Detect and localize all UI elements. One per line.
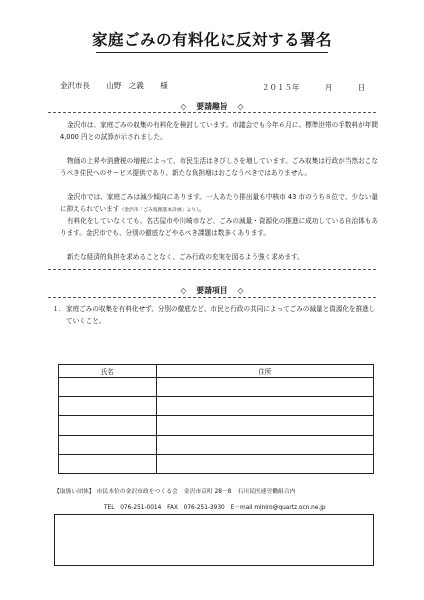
address-cell[interactable] [156, 416, 373, 435]
contact-line [104, 502, 330, 511]
signature-row [59, 454, 374, 473]
date-year: ２０１５年 [262, 83, 300, 92]
name-cell[interactable] [59, 416, 157, 435]
purpose-heading-text: 要請趣旨 [196, 102, 228, 111]
handler-label: 【取扱い団体】 [54, 489, 95, 495]
handler-office: 石川民医連労働組合内 [237, 489, 296, 495]
handling-organization [54, 486, 301, 495]
addressee-name: 山野 之義 [106, 81, 144, 90]
diamond-icon: ◇ [180, 286, 187, 295]
diamond-icon: ◇ [180, 102, 187, 111]
signature-table [58, 364, 374, 474]
signature-row [59, 378, 374, 397]
addressee-office: 金沢市長 [60, 81, 90, 90]
purpose-paragraph-4: 有料化をしていなくても、名古屋市や川崎市など、ごみの減量・資源化の推進に成功している自治体もあります。金沢市でも、分別の徹底などやるべき課題は数多くあります。 [60, 217, 378, 237]
purpose-paragraph-3-text: 金沢市では、家庭ごみは減少傾向にあります。一人あたり排出量も中核市 43 市のうち８位で、少ない量に抑えられています [60, 193, 378, 213]
purpose-paragraph-3 [60, 191, 378, 217]
purpose-paragraph-5: 新たな経済的負担を求めることなく、ごみ行政の充実を図るよう強く求めます。 [67, 253, 304, 261]
remarks-box[interactable] [54, 514, 374, 566]
date-day: 日 [357, 83, 366, 92]
diamond-icon: ◇ [237, 286, 244, 295]
column-header-name: 氏名 [59, 365, 157, 378]
name-cell[interactable] [59, 435, 157, 454]
column-header-address: 住所 [156, 365, 373, 378]
items-heading [0, 285, 424, 296]
signature-row [59, 435, 374, 454]
contact-tel: TEL 076-251-0014 [104, 505, 162, 511]
document-title: 家庭ごみの有料化に反対する署名 [91, 31, 332, 49]
handler-address: 金沢市京町 28－8 [183, 489, 232, 495]
name-cell[interactable] [59, 378, 157, 397]
name-cell[interactable] [59, 397, 157, 416]
addressee [60, 80, 182, 91]
address-cell[interactable] [156, 397, 373, 416]
purpose-paragraph-1: 金沢市は、家庭ごみの収集の有料化を検討しています。市議会でも今年６月に、標準世帯の手数料が年間 4,000 円との試算が示されました。 [60, 121, 378, 141]
address-cell[interactable] [156, 435, 373, 454]
title-underline [96, 52, 328, 53]
request-item-number: １. [52, 305, 61, 313]
purpose-paragraph-3-end: 。 [198, 205, 206, 213]
handler-org: 市民本位の金沢市政をつくる会 [96, 489, 178, 495]
diamond-icon: ◇ [237, 102, 244, 111]
address-cell[interactable] [156, 454, 373, 473]
date-month: 月 [324, 83, 333, 92]
signature-table-header [59, 365, 374, 378]
purpose-paragraph-2: 物価の上昇や消費税の増税によって、市民生活はきびしさを増しています。ごみ収集は行政が当然おこなうべき住民へのサービス提供であり、新たな負担増はおこなうべきではありません。 [60, 157, 378, 177]
items-heading-text: 要請項目 [196, 286, 228, 295]
signature-row [59, 416, 374, 435]
section-divider [48, 269, 376, 270]
source-note: （金沢市「ごみ処理基本計画」より） [119, 208, 199, 213]
section-divider [48, 112, 376, 113]
addressee-honorific: 様 [160, 81, 168, 90]
date-line [262, 82, 365, 93]
request-item-text: 家庭ごみの収集を有料化せず、分別の徹底など、市民と行政の共同によってごみの減量と資源化を推進していくこと。 [66, 305, 376, 325]
request-item-1 [52, 303, 378, 327]
section-divider [48, 297, 376, 298]
purpose-heading [0, 101, 424, 112]
signature-row [59, 397, 374, 416]
contact-email: E－mail miniro@quartz.ocn.ne.jp [230, 505, 326, 511]
name-cell[interactable] [59, 454, 157, 473]
address-cell[interactable] [156, 378, 373, 397]
contact-fax: FAX 076-251-3930 [167, 505, 225, 511]
